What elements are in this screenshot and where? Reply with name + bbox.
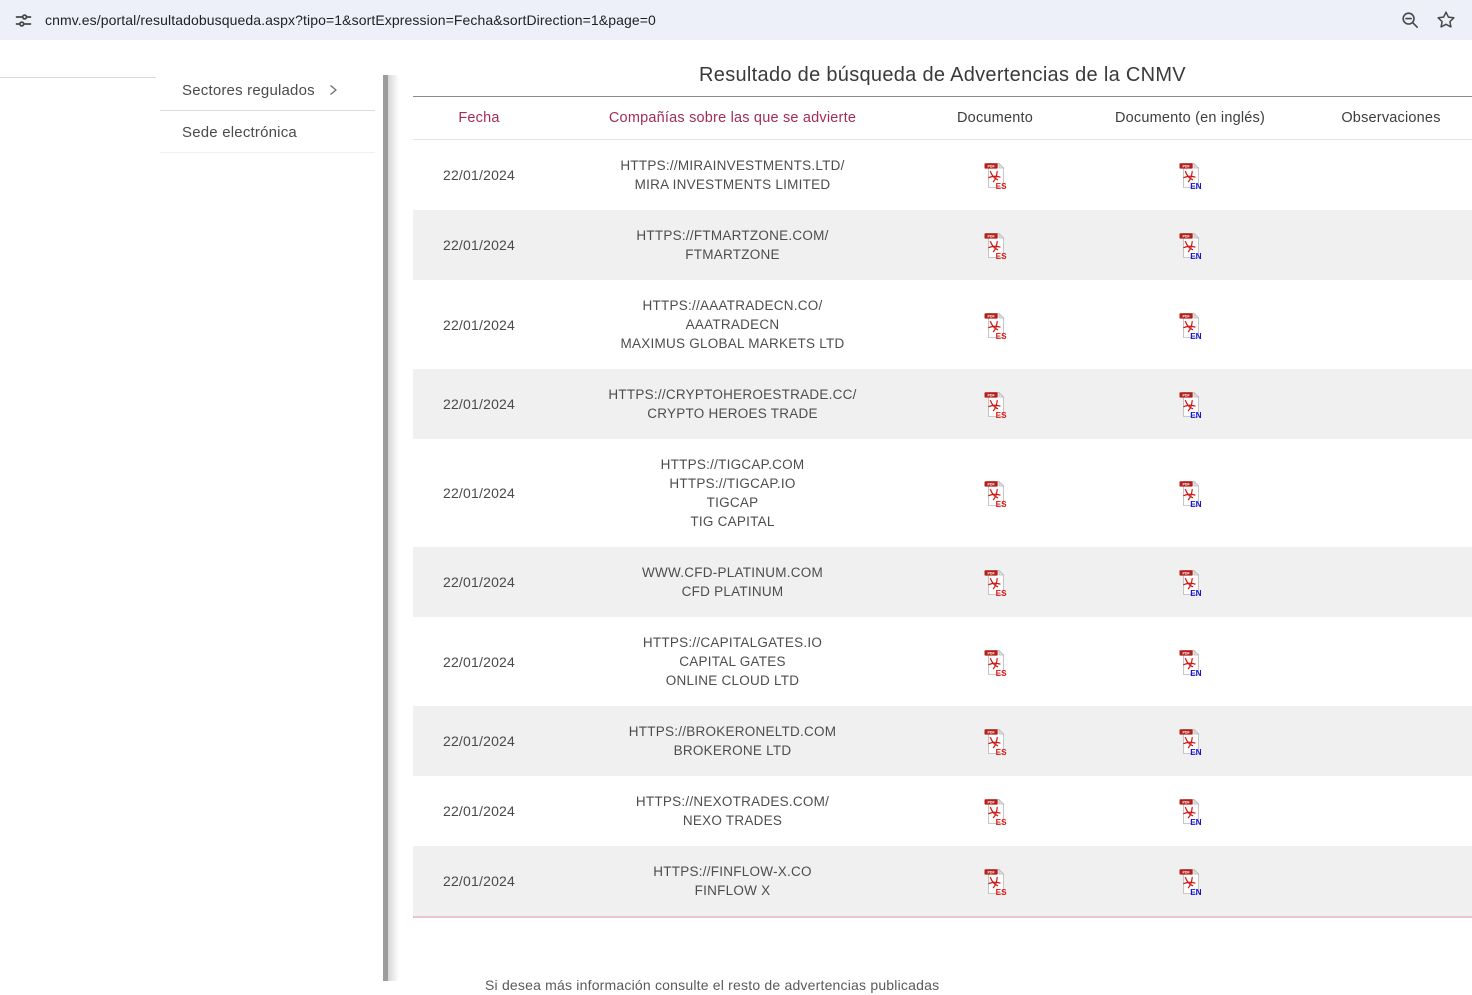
row-company: HTTPS://CAPITALGATES.IO CAPITAL GATES ONLINE CLOUD LTD	[642, 635, 823, 688]
table-row	[413, 210, 1472, 280]
table-row	[413, 617, 1472, 706]
pdf-document-es-icon[interactable]	[984, 389, 1007, 419]
pdf-document-es-icon[interactable]	[984, 866, 1007, 896]
row-company: HTTPS://TIGCAP.COM HTTPS://TIGCAP.IO TIGCAP TIG CAPITAL	[660, 457, 805, 529]
svg-text:EN: EN	[1189, 668, 1202, 678]
svg-text:PDF: PDF	[1182, 571, 1190, 576]
svg-text:EN: EN	[1189, 500, 1202, 510]
sidebar-item-sectores-regulados[interactable]	[160, 74, 375, 111]
svg-text:PDF: PDF	[1182, 730, 1190, 735]
row-date: 22/01/2024	[442, 485, 516, 501]
column-header-documento: Documento	[957, 110, 1033, 126]
row-company: HTTPS://CRYPTOHEROESTRADE.CC/ CRYPTO HEROES TRADE	[608, 387, 857, 421]
row-date: 22/01/2024	[442, 653, 516, 670]
row-date: 22/01/2024	[442, 803, 516, 819]
row-company: HTTPS://NEXOTRADES.COM/ NEXO TRADES	[635, 794, 830, 828]
svg-text:PDF: PDF	[1182, 393, 1190, 398]
svg-text:PDF: PDF	[1182, 650, 1190, 655]
svg-text:EN: EN	[1189, 411, 1202, 421]
pdf-document-en-icon[interactable]	[1179, 726, 1202, 756]
table-row	[413, 547, 1472, 617]
svg-text:ES: ES	[995, 589, 1007, 599]
pdf-document-en-icon[interactable]	[1179, 796, 1202, 826]
sidebar-item-label: Sectores regulados	[182, 82, 315, 99]
svg-text:ES: ES	[995, 888, 1007, 898]
pdf-document-en-icon[interactable]	[1179, 230, 1202, 260]
svg-text:ES: ES	[995, 411, 1007, 421]
svg-text:EN: EN	[1189, 818, 1202, 828]
svg-text:PDF: PDF	[987, 393, 995, 398]
svg-text:PDF: PDF	[987, 730, 995, 735]
row-date: 22/01/2024	[442, 733, 516, 749]
pdf-document-en-icon[interactable]	[1179, 567, 1202, 597]
svg-text:PDF: PDF	[1182, 870, 1190, 875]
svg-text:PDF: PDF	[987, 571, 995, 576]
svg-text:PDF: PDF	[987, 164, 995, 169]
table-row	[413, 369, 1472, 439]
row-date: 22/01/2024	[442, 316, 516, 333]
pdf-document-en-icon[interactable]	[1179, 310, 1202, 340]
pdf-document-es-icon[interactable]	[984, 567, 1007, 597]
site-controls-icon[interactable]	[14, 11, 33, 30]
table-row	[413, 846, 1472, 916]
chevron-right-icon	[329, 84, 338, 96]
pdf-document-en-icon[interactable]	[1179, 478, 1202, 508]
svg-text:PDF: PDF	[1182, 482, 1190, 487]
column-header-observaciones: Observaciones	[1341, 110, 1441, 126]
table-row	[413, 776, 1472, 846]
svg-text:EN: EN	[1189, 182, 1202, 192]
column-header-fecha[interactable]: Fecha	[458, 110, 500, 126]
clipped-footer-text: Si desea más información consulte el resto de advertencias publicadas	[485, 977, 940, 993]
svg-text:ES: ES	[995, 818, 1007, 828]
svg-text:ES: ES	[995, 331, 1007, 341]
table-row	[413, 706, 1472, 776]
pdf-document-en-icon[interactable]	[1179, 647, 1202, 677]
pdf-document-en-icon[interactable]	[1179, 866, 1202, 896]
svg-text:PDF: PDF	[987, 234, 995, 239]
svg-text:PDF: PDF	[1182, 164, 1190, 169]
pdf-document-es-icon[interactable]	[984, 160, 1007, 190]
svg-text:PDF: PDF	[1182, 313, 1190, 318]
results-table	[413, 96, 1472, 918]
sidebar-item-sede-electronica[interactable]	[160, 111, 375, 153]
pdf-document-es-icon[interactable]	[984, 796, 1007, 826]
panel-divider-shadow	[388, 75, 399, 981]
browser-address-bar[interactable]	[0, 0, 1472, 40]
row-date: 22/01/2024	[442, 396, 516, 412]
row-company: HTTPS://AAATRADECN.CO/ AAATRADECN MAXIMUS GLOBAL MARKETS LTD	[620, 298, 845, 351]
row-date: 22/01/2024	[442, 873, 516, 889]
row-company: HTTPS://FINFLOW-X.CO FINFLOW X	[653, 864, 812, 898]
results-panel	[413, 64, 1472, 993]
svg-text:PDF: PDF	[1182, 800, 1190, 805]
row-date: 22/01/2024	[442, 167, 516, 183]
row-company: WWW.CFD-PLATINUM.COM CFD PLATINUM	[642, 565, 823, 599]
svg-text:PDF: PDF	[987, 870, 995, 875]
table-row	[413, 140, 1472, 210]
svg-text:ES: ES	[995, 252, 1007, 262]
row-company: HTTPS://MIRAINVESTMENTS.LTD/ MIRA INVESTMENTS LIMITED	[620, 158, 845, 192]
pdf-document-en-icon[interactable]	[1179, 389, 1202, 419]
table-end-line	[413, 916, 1472, 918]
pdf-document-en-icon[interactable]	[1179, 160, 1202, 190]
svg-text:PDF: PDF	[987, 650, 995, 655]
sidebar-top-border	[0, 77, 156, 78]
svg-text:PDF: PDF	[987, 313, 995, 318]
svg-text:EN: EN	[1189, 748, 1202, 758]
zoom-out-icon[interactable]	[1401, 11, 1420, 30]
svg-text:ES: ES	[995, 182, 1007, 192]
table-row	[413, 280, 1472, 369]
svg-text:EN: EN	[1189, 252, 1202, 262]
pdf-document-es-icon[interactable]	[984, 310, 1007, 340]
table-body	[413, 140, 1472, 916]
table-row	[413, 439, 1472, 547]
svg-text:PDF: PDF	[987, 800, 995, 805]
svg-text:EN: EN	[1189, 888, 1202, 898]
row-company: HTTPS://FTMARTZONE.COM/ FTMARTZONE	[636, 228, 829, 262]
table-header-row	[413, 96, 1472, 140]
url-text[interactable]: cnmv.es/portal/resultadobusqueda.aspx?tipo=1&sortExpression=Fecha&sortDirection=1&page=0	[45, 12, 656, 28]
bookmark-star-icon[interactable]	[1436, 10, 1456, 30]
pdf-document-es-icon[interactable]	[984, 230, 1007, 260]
sidebar-item-label: Sede electrónica	[182, 124, 297, 141]
svg-text:ES: ES	[995, 748, 1007, 758]
pdf-document-es-icon[interactable]	[984, 726, 1007, 756]
svg-text:PDF: PDF	[1182, 234, 1190, 239]
svg-text:ES: ES	[995, 668, 1007, 678]
svg-text:ES: ES	[995, 500, 1007, 510]
svg-text:EN: EN	[1189, 589, 1202, 599]
sidebar	[160, 74, 375, 153]
svg-text:PDF: PDF	[987, 482, 995, 487]
row-date: 22/01/2024	[442, 574, 516, 590]
svg-text:EN: EN	[1189, 331, 1202, 341]
pdf-document-es-icon[interactable]	[984, 478, 1007, 508]
column-header-companias[interactable]: Compañías sobre las que se advierte	[608, 110, 857, 126]
row-company: HTTPS://BROKERONELTD.COM BROKERONE LTD	[628, 724, 837, 758]
column-header-documento-ingles: Documento (en inglés)	[1114, 110, 1266, 126]
page-title: Resultado de búsqueda de Advertencias de la CNMV	[699, 64, 1186, 86]
row-date: 22/01/2024	[442, 237, 516, 253]
pdf-document-es-icon[interactable]	[984, 647, 1007, 677]
